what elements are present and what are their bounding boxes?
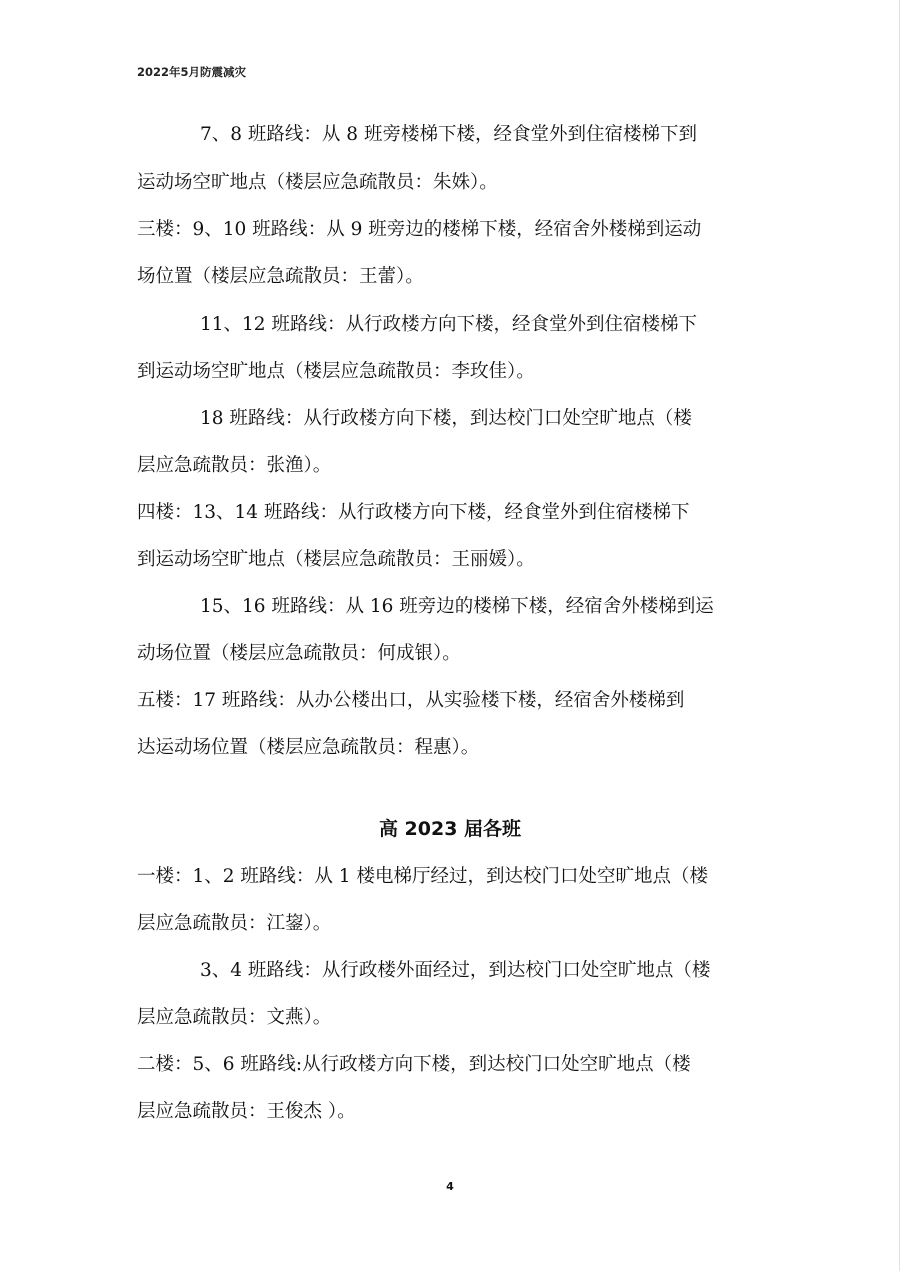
paragraph-line: 15、16 班路线：从 16 班旁边的楼梯下楼，经宿舍外楼梯到运 <box>200 596 714 617</box>
paragraph-line: 五楼：17 班路线：从办公楼出口，从实验楼下楼，经宿舍外楼梯到 <box>137 690 685 711</box>
paragraph-line: 运动场空旷地点（楼层应急疏散员：朱姝）。 <box>137 172 498 193</box>
paragraph-line: 二楼：5、6 班路线:从行政楼方向下楼，到达校门口处空旷地点（楼 <box>137 1054 691 1075</box>
paragraph-line: 三楼：9、10 班路线：从 9 班旁边的楼梯下楼，经宿舍外楼梯到运动 <box>137 219 702 240</box>
paragraph-line: 层应急疏散员：张渔）。 <box>137 455 332 476</box>
paragraph-line: 四楼：13、14 班路线：从行政楼方向下楼，经食堂外到住宿楼梯下 <box>137 502 690 523</box>
paragraph-line: 达运动场位置（楼层应急疏散员：程惠）。 <box>137 737 480 758</box>
paragraph-line: 场位置（楼层应急疏散员：王蕾）。 <box>137 266 424 287</box>
paragraph-line: 层应急疏散员：文燕）。 <box>137 1007 332 1028</box>
paragraph-line: 3、4 班路线：从行政楼外面经过，到达校门口处空旷地点（楼 <box>200 960 711 981</box>
paragraph-line: 一楼：1、2 班路线：从 1 楼电梯厅经过，到达校门口处空旷地点（楼 <box>137 866 708 887</box>
paragraph-line: 层应急疏散员：王俊杰 ）。 <box>137 1101 356 1122</box>
paragraph-line: 动场位置（楼层应急疏散员：何成银）。 <box>137 643 461 664</box>
paragraph-line: 11、12 班路线：从行政楼方向下楼，经食堂外到住宿楼梯下 <box>200 314 697 335</box>
page-number: 4 <box>446 1180 454 1193</box>
paragraph-line: 18 班路线：从行政楼方向下楼，到达校门口处空旷地点（楼 <box>200 408 692 429</box>
paragraph-line: 到运动场空旷地点（楼层应急疏散员：王丽媛）。 <box>137 549 535 570</box>
paragraph-line: 到运动场空旷地点（楼层应急疏散员：李玫佳）。 <box>137 361 535 382</box>
page-header: 2022年5月防震减灾 <box>137 65 247 79</box>
paragraph-line: 层应急疏散员：江鋆）。 <box>137 913 332 934</box>
section-heading: 高 2023 届各班 <box>378 818 522 840</box>
paragraph-line: 7、8 班路线：从 8 班旁楼梯下楼，经食堂外到住宿楼梯下到 <box>200 124 697 145</box>
